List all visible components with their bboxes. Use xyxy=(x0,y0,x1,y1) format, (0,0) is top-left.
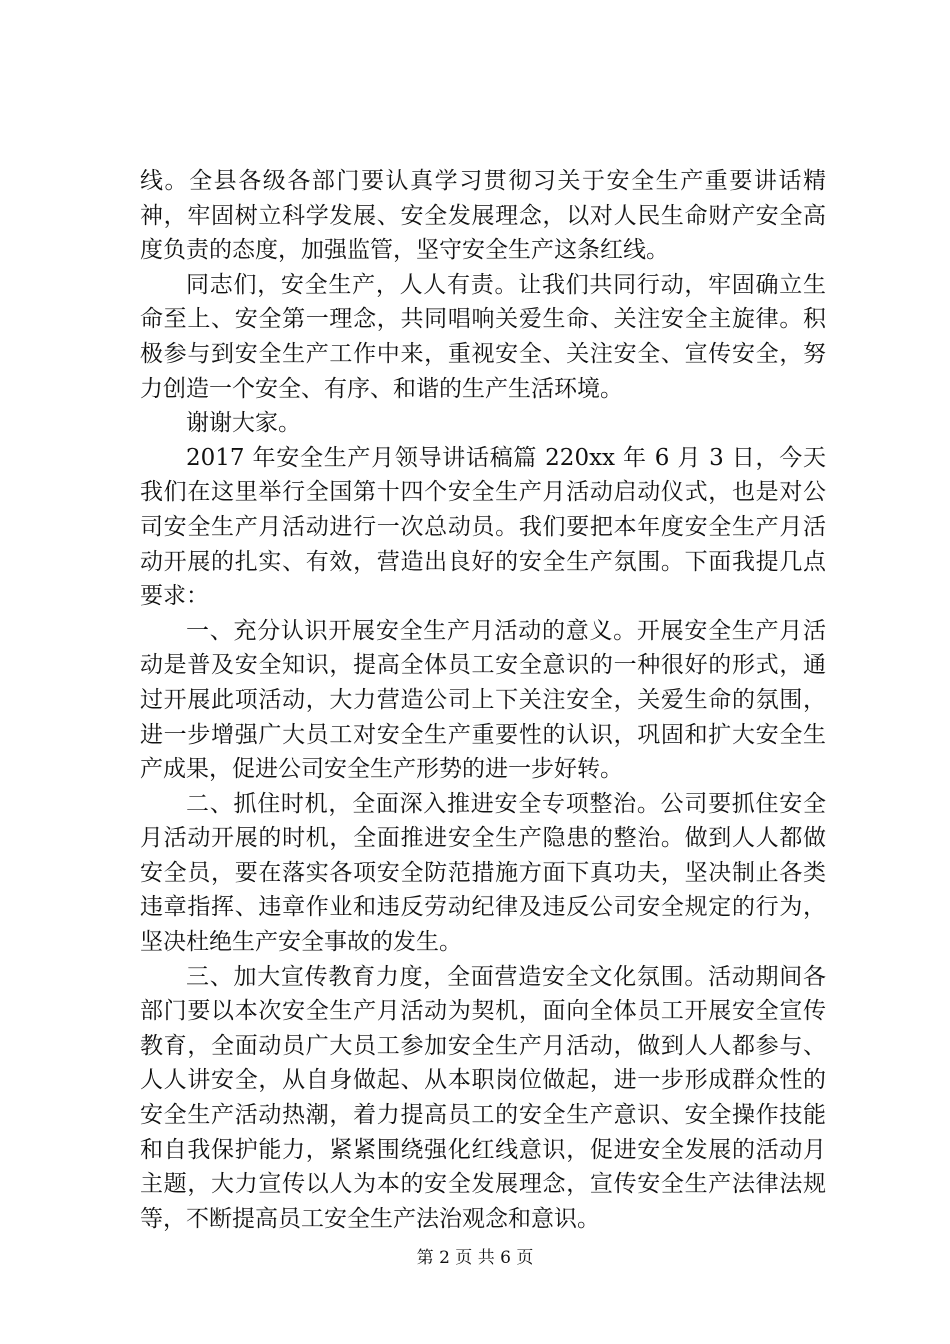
paragraph-continuation: 线。全县各级各部门要认真学习贯彻习关于安全生产重要讲话精神，牢固树立科学发展、安全发展理念，以对人民生命财产安全高度负责的态度，加强监管，坚守安全生产这条红线。 xyxy=(140,168,826,264)
paragraph-speech-intro: 2017 年安全生产月领导讲话稿篇 220xx 年 6 月 3 日，今天我们在这里举行全国第十四个安全生产月活动启动仪式，也是对公司安全生产月活动进行一次总动员。我们要把本年度安全生产月活动开展的扎实、有效，营造出良好的安全生产氛围。下面我提几点要求： xyxy=(140,444,826,610)
paragraph-point-two: 二、抓住时机，全面深入推进安全专项整治。公司要抓住安全月活动开展的时机，全面推进安全生产隐患的整治。做到人人都做安全员，要在落实各项安全防范措施方面下真功夫，坚决制止各类违章指挥、违章作业和违反劳动纪律及违反公司安全规定的行为，坚决杜绝生产安全事故的发生。 xyxy=(140,790,826,956)
paragraph-call-to-action: 同志们，安全生产，人人有责。让我们共同行动，牢固确立生命至上、安全第一理念，共同唱响关爱生命、关注安全主旋律。积极参与到安全生产工作中来，重视安全、关注安全、宣传安全，努力创造一个安全、有序、和谐的生产生活环境。 xyxy=(140,271,826,402)
document-body xyxy=(140,164,826,1236)
page-number-footer: 第 2 页 共 6 页 xyxy=(416,1248,534,1268)
paragraph-point-one: 一、充分认识开展安全生产月活动的意义。开展安全生产月活动是普及安全知识，提高全体员工安全意识的一种很好的形式，通过开展此项活动，大力营造公司上下关注安全，关爱生命的氛围，进一步增强广大员工对安全生产重要性的认识，巩固和扩大安全生产成果，促进公司安全生产形势的进一步好转。 xyxy=(140,617,826,783)
paragraph-point-three: 三、加大宣传教育力度，全面营造安全文化氛围。活动期间各部门要以本次安全生产月活动为契机，面向全体员工开展安全宣传教育，全面动员广大员工参加安全生产月活动，做到人人都参与、人人讲安全，从自身做起、从本职岗位做起，进一步形成群众性的安全生产活动热潮，着力提高员工的安全生产意识、安全操作技能和自我保护能力，紧紧围绕强化红线意识，促进安全发展的活动月主题，大力宣传以人为本的安全发展理念，宣传安全生产法律法规等，不断提高员工安全生产法治观念和意识。 xyxy=(140,963,826,1232)
paragraph-thanks: 谢谢大家。 xyxy=(186,410,301,437)
